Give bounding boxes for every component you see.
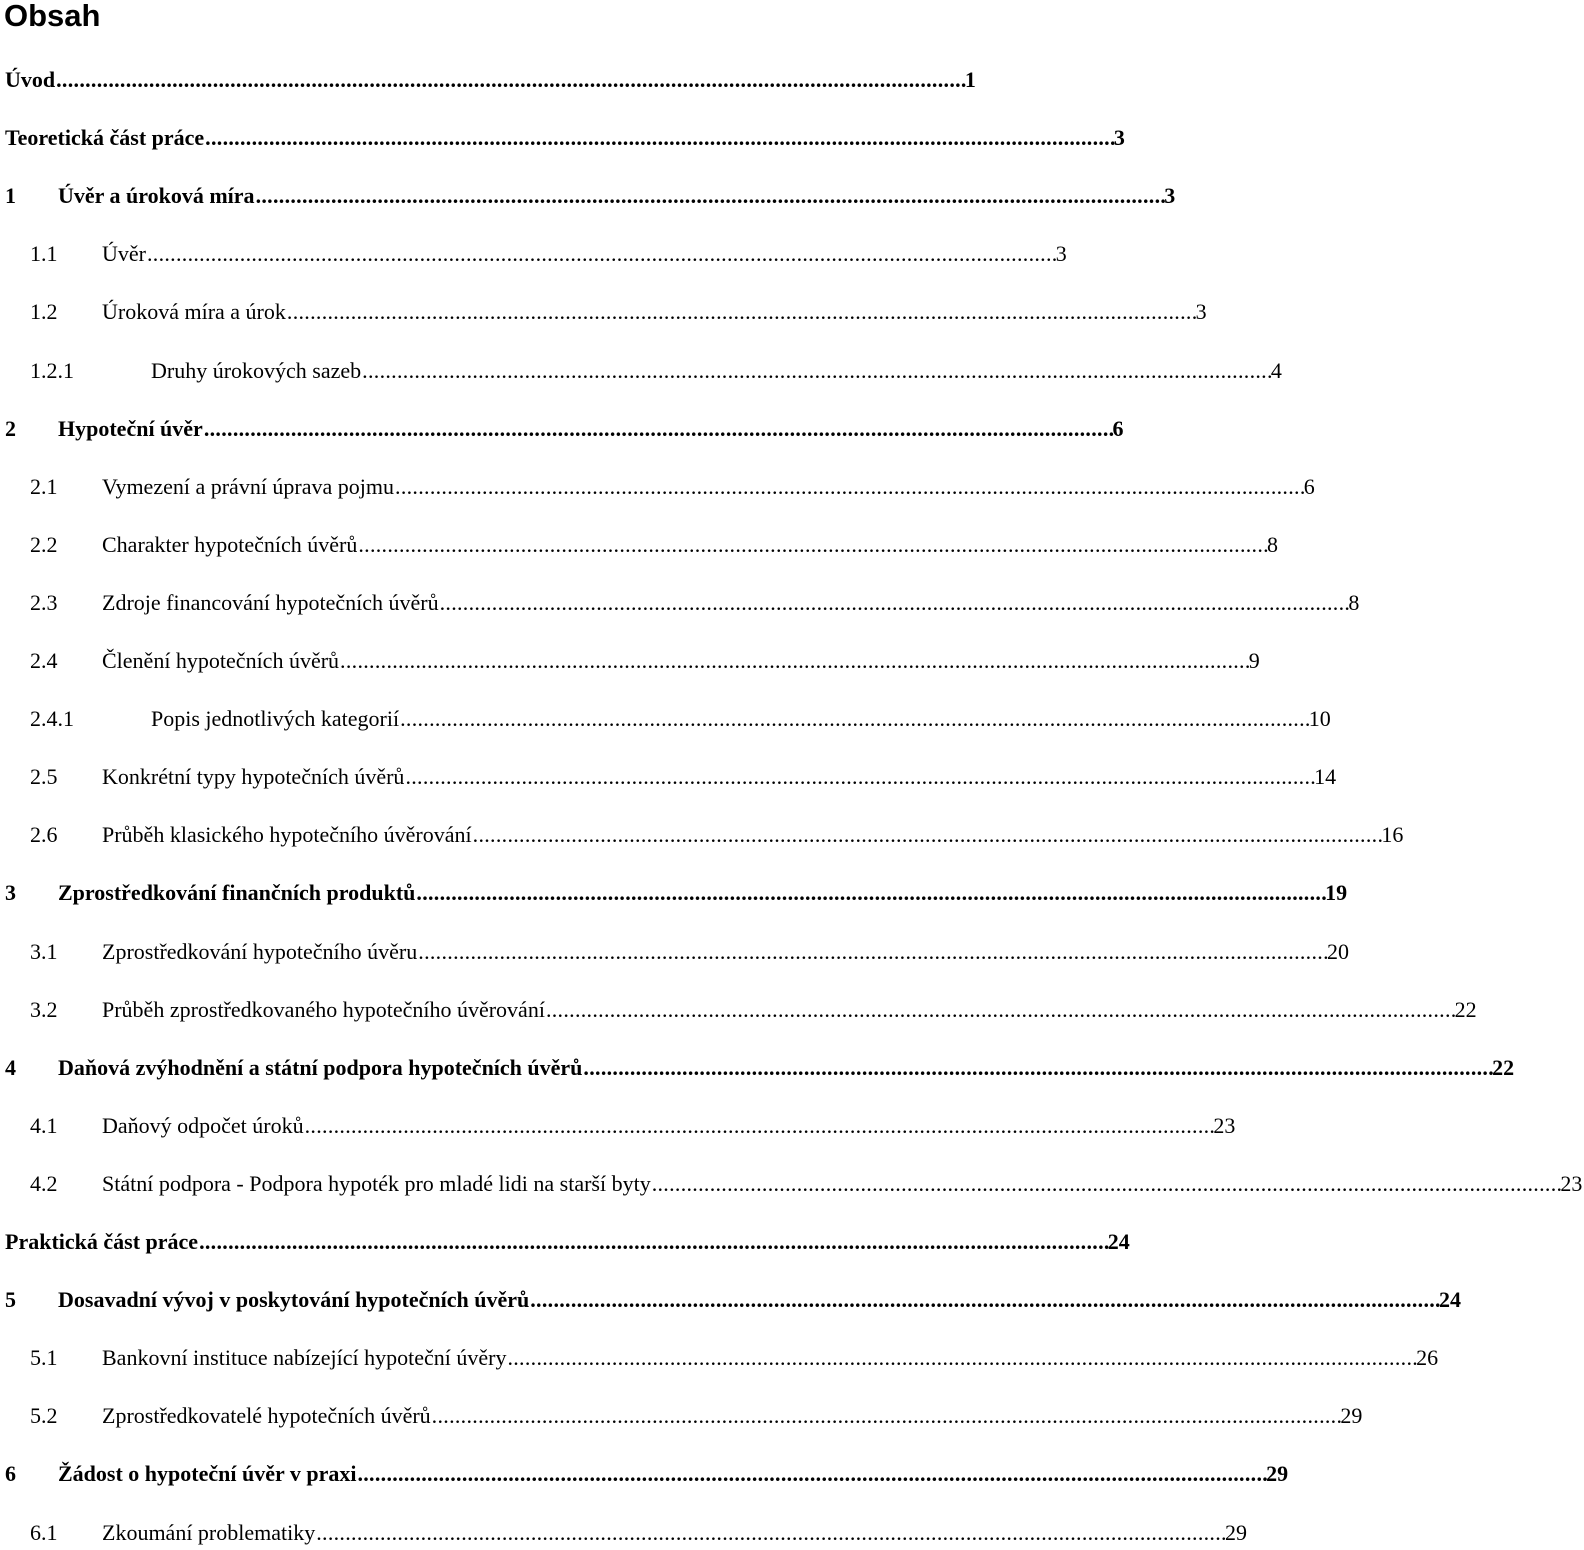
dot-leader bbox=[204, 412, 1112, 446]
toc-entry-page-number: 8 bbox=[1348, 589, 1360, 615]
dot-leader bbox=[507, 1341, 1415, 1375]
toc-entry-label: Praktická část práce bbox=[5, 1229, 199, 1254]
toc-entry[interactable] bbox=[0, 295, 1207, 329]
dot-leader bbox=[256, 179, 1164, 213]
toc-entry[interactable] bbox=[0, 702, 1331, 736]
toc-entry-number: 5.2 bbox=[30, 1403, 58, 1429]
dot-leader bbox=[357, 1457, 1265, 1491]
dot-leader bbox=[400, 702, 1308, 736]
toc-entry[interactable] bbox=[0, 935, 1349, 969]
dot-leader bbox=[405, 760, 1313, 794]
dot-leader bbox=[416, 876, 1324, 910]
toc-entry-number: 2.2 bbox=[30, 531, 58, 557]
toc-entry-page-number: 29 bbox=[1340, 1403, 1363, 1429]
toc-entry[interactable] bbox=[0, 121, 1125, 155]
toc-entry-page-number: 10 bbox=[1308, 706, 1331, 732]
dot-leader bbox=[418, 935, 1326, 969]
toc-entry-number: 2.5 bbox=[30, 764, 58, 790]
toc-entry-label: Bankovní instituce nabízející hypoteční úvěry bbox=[102, 1345, 507, 1371]
toc-entry[interactable] bbox=[0, 1051, 1515, 1085]
toc-entry-number: 2.3 bbox=[30, 589, 58, 615]
toc-entry-page-number: 4 bbox=[1270, 357, 1282, 383]
toc-entry-label: Úvod bbox=[5, 67, 56, 92]
toc-entry-page-number: 14 bbox=[1314, 764, 1337, 790]
toc-entry-label: Popis jednotlivých kategorií bbox=[151, 706, 400, 732]
dot-leader bbox=[287, 295, 1195, 329]
toc-entry-label: Členění hypotečních úvěrů bbox=[102, 648, 340, 673]
toc-entry[interactable] bbox=[0, 876, 1348, 910]
toc-entry[interactable] bbox=[0, 470, 1315, 504]
toc-entry-label: Zkoumání problematiky bbox=[102, 1519, 316, 1545]
toc-entry-page-number: 20 bbox=[1326, 938, 1349, 964]
toc-entry-label: Žádost o hypoteční úvěr v praxi bbox=[58, 1461, 357, 1487]
dot-leader bbox=[316, 1516, 1224, 1550]
toc-entry-label: Zprostředkování hypotečního úvěru bbox=[102, 938, 418, 964]
toc-entry[interactable] bbox=[0, 644, 1260, 678]
toc-entry-label: Dosavadní vývoj v poskytování hypotečních úvěrů bbox=[58, 1287, 530, 1313]
toc-entry-number: 5 bbox=[5, 1287, 16, 1313]
dot-leader bbox=[305, 1109, 1213, 1143]
toc-entry-page-number: 24 bbox=[1438, 1287, 1461, 1313]
toc-entry-label: Konkrétní typy hypotečních úvěrů bbox=[102, 764, 405, 790]
toc-entry-page-number: 23 bbox=[1560, 1170, 1583, 1196]
toc-entry-page-number: 9 bbox=[1248, 648, 1260, 673]
dot-leader bbox=[432, 1399, 1340, 1433]
toc-entry-page-number: 19 bbox=[1325, 880, 1348, 906]
toc-entry-label: Teoretická část práce bbox=[5, 125, 205, 151]
dot-leader bbox=[473, 818, 1381, 852]
toc-entry-page-number: 1 bbox=[964, 67, 976, 92]
toc-entry-number: 3 bbox=[5, 880, 16, 906]
toc-entry[interactable] bbox=[0, 63, 976, 97]
toc-entry-label: Druhy úrokových sazeb bbox=[151, 357, 362, 383]
toc-entry-page-number: 23 bbox=[1213, 1112, 1236, 1138]
toc-entry-number: 2.1 bbox=[30, 473, 58, 499]
toc-entry-number: 2.6 bbox=[30, 822, 58, 848]
toc-entry-number: 4.2 bbox=[30, 1170, 58, 1196]
toc-entry-label: Zprostředkovatelé hypotečních úvěrů bbox=[102, 1403, 431, 1429]
toc-entry[interactable] bbox=[0, 179, 1176, 213]
toc-entry-number: 2.4 bbox=[30, 648, 58, 673]
dot-leader bbox=[652, 1167, 1560, 1201]
toc-entry[interactable] bbox=[0, 760, 1337, 794]
toc-entry-number: 1.1 bbox=[30, 241, 58, 267]
toc-entry-number: 1.2.1 bbox=[30, 357, 74, 383]
toc-entry-label: Průběh zprostředkovaného hypotečního úvěrování bbox=[102, 996, 545, 1022]
toc-entry-label: Státní podpora - Podpora hypoték pro mladé lidi na starší byty bbox=[102, 1170, 651, 1196]
toc-entry-number: 3.1 bbox=[30, 938, 58, 964]
dot-leader bbox=[546, 993, 1454, 1027]
toc-title: Obsah bbox=[4, 0, 101, 33]
toc-entry-page-number: 24 bbox=[1107, 1229, 1130, 1254]
toc-entry-label: Úvěr bbox=[102, 241, 146, 267]
toc-entry-label: Vymezení a právní úprava pojmu bbox=[102, 473, 395, 499]
toc-entry[interactable] bbox=[0, 1399, 1363, 1433]
toc-entry-label: Zdroje financování hypotečních úvěrů bbox=[102, 589, 439, 615]
toc-entry-page-number: 6 bbox=[1112, 415, 1124, 441]
toc-entry-page-number: 3 bbox=[1055, 241, 1067, 267]
toc-entry[interactable] bbox=[0, 237, 1067, 271]
dot-leader bbox=[395, 470, 1303, 504]
toc-entry-page-number: 3 bbox=[1113, 125, 1125, 151]
toc-entry-page-number: 16 bbox=[1381, 822, 1404, 848]
toc-entry-label: Zprostředkování finančních produktů bbox=[58, 880, 416, 906]
toc-entry-page-number: 22 bbox=[1492, 1054, 1515, 1080]
toc-entry[interactable] bbox=[0, 1457, 1289, 1491]
toc-entry[interactable] bbox=[0, 1283, 1461, 1317]
toc-entry-number: 4 bbox=[5, 1054, 16, 1080]
dot-leader bbox=[147, 237, 1055, 271]
dot-leader bbox=[205, 121, 1113, 155]
toc-entry-page-number: 3 bbox=[1195, 299, 1207, 325]
toc-entry-page-number: 8 bbox=[1267, 531, 1279, 557]
toc-entry[interactable] bbox=[0, 586, 1360, 620]
toc-entry-number: 6.1 bbox=[30, 1519, 58, 1545]
toc-entry-label: Daňový odpočet úroků bbox=[102, 1112, 304, 1138]
toc-entry[interactable] bbox=[0, 528, 1279, 562]
toc-entry[interactable] bbox=[0, 1225, 1130, 1259]
dot-leader bbox=[530, 1283, 1438, 1317]
toc-entry-label: Daňová zvýhodnění a státní podpora hypotečních úvěrů bbox=[58, 1054, 583, 1080]
dot-leader bbox=[358, 528, 1266, 562]
toc-entry-page-number: 26 bbox=[1416, 1345, 1439, 1371]
toc-entry-page-number: 29 bbox=[1266, 1461, 1289, 1487]
toc-entry-number: 2.4.1 bbox=[30, 706, 74, 732]
toc-entry[interactable] bbox=[0, 993, 1477, 1027]
toc-entry[interactable] bbox=[0, 1516, 1247, 1550]
toc-entry-page-number: 22 bbox=[1454, 996, 1477, 1022]
dot-leader bbox=[340, 644, 1248, 678]
dot-leader bbox=[440, 586, 1348, 620]
toc-entry-label: Charakter hypotečních úvěrů bbox=[102, 531, 358, 557]
toc-entry-number: 2 bbox=[5, 415, 16, 441]
toc-entry-number: 1.2 bbox=[30, 299, 58, 325]
toc-entry[interactable] bbox=[0, 412, 1124, 446]
toc-entry-label: Průběh klasického hypotečního úvěrování bbox=[102, 822, 472, 848]
dot-leader bbox=[199, 1225, 1107, 1259]
toc-entry-number: 1 bbox=[5, 183, 16, 209]
toc-entry[interactable] bbox=[0, 354, 1282, 388]
toc-entry-page-number: 6 bbox=[1303, 473, 1315, 499]
toc-entry-page-number: 3 bbox=[1164, 183, 1176, 209]
toc-entry[interactable] bbox=[0, 1341, 1439, 1375]
dot-leader bbox=[362, 354, 1270, 388]
toc-entry-number: 4.1 bbox=[30, 1112, 58, 1138]
toc-entry-label: Hypoteční úvěr bbox=[58, 415, 203, 441]
toc-entry-number: 5.1 bbox=[30, 1345, 58, 1371]
toc-entry-page-number: 29 bbox=[1224, 1519, 1247, 1545]
dot-leader bbox=[56, 63, 964, 97]
toc-entry[interactable] bbox=[0, 1167, 1583, 1201]
dot-leader bbox=[583, 1051, 1491, 1085]
toc-entry[interactable] bbox=[0, 818, 1404, 852]
toc-entry[interactable] bbox=[0, 1109, 1236, 1143]
toc-entry-label: Úvěr a úroková míra bbox=[58, 183, 255, 209]
toc-entry-number: 3.2 bbox=[30, 996, 58, 1022]
toc-entry-number: 6 bbox=[5, 1461, 16, 1487]
toc-entry-label: Úroková míra a úrok bbox=[102, 299, 286, 325]
